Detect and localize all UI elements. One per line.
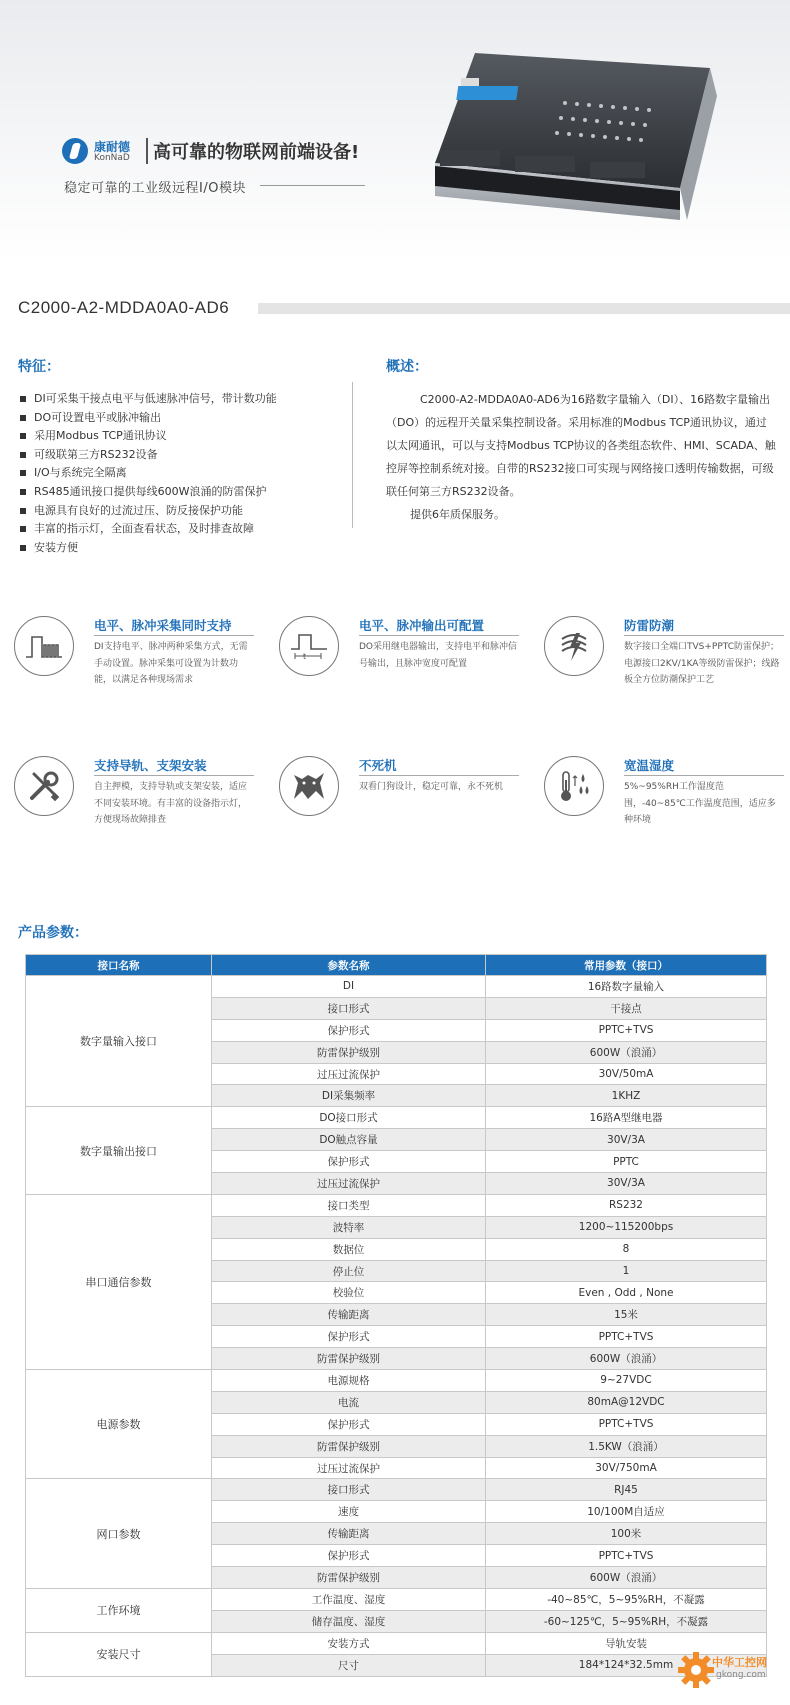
lightning-icon — [544, 616, 604, 676]
param-name-cell: 尺寸 — [212, 1654, 486, 1676]
table-row — [26, 1107, 767, 1129]
group-name-cell: 工作环境 — [26, 1588, 212, 1632]
section-divider — [352, 382, 353, 528]
konnad-logo-icon — [62, 138, 88, 164]
feature-item: RS485通讯接口提供每线600W浪涌的防雷保护 — [20, 483, 350, 502]
group-name-cell: 数字量输入接口 — [26, 976, 212, 1107]
param-name-cell: 过压过流保护 — [212, 1173, 486, 1195]
table-row — [26, 1632, 767, 1654]
param-value-cell: 1.5KW（浪涌） — [486, 1435, 767, 1457]
feature-item: DO可设置电平或脉冲输出 — [20, 409, 350, 428]
feature-block-desc: 5%~95%RH工作湿度范围，-40~85℃工作温度范围，适应多种环境 — [624, 782, 776, 825]
slogan: 高可靠的物联网前端设备! — [153, 142, 360, 163]
feature-item: 安装方便 — [20, 539, 350, 558]
logo-en-text: KonNaD — [94, 153, 130, 163]
warranty-text: 提供6年质保服务。 — [410, 508, 505, 521]
column-header: 接口名称 — [26, 955, 212, 976]
tools-icon — [14, 756, 74, 816]
thermometer-icon — [544, 756, 604, 816]
feature-block-title: 电平、脉冲采集同时支持 — [94, 618, 232, 633]
feature-block-rule — [624, 775, 784, 776]
overview-text — [386, 388, 776, 503]
param-name-cell: 接口类型 — [212, 1194, 486, 1216]
watermark-url: gkong.com — [716, 1670, 766, 1680]
device-image — [425, 38, 725, 238]
param-name-cell: 数据位 — [212, 1238, 486, 1260]
feature-block — [14, 756, 254, 846]
group-name-cell: 电源参数 — [26, 1370, 212, 1479]
group-name-cell: 安装尺寸 — [26, 1632, 212, 1676]
group-name-cell: 数字量输出接口 — [26, 1107, 212, 1195]
watermark-text: 中华工控网 — [712, 1656, 767, 1669]
param-value-cell: 16路A型继电器 — [486, 1107, 767, 1129]
feature-block-title: 支持导轨、支架安装 — [94, 758, 207, 773]
model-title-bar — [258, 303, 790, 314]
feature-block-rule — [94, 775, 254, 776]
param-name-cell: 防雷保护级别 — [212, 1435, 486, 1457]
param-name-cell: 接口形式 — [212, 1479, 486, 1501]
param-value-cell: 1200~115200bps — [486, 1216, 767, 1238]
param-value-cell: PPTC+TVS — [486, 1413, 767, 1435]
column-header: 参数名称 — [212, 955, 486, 976]
param-value-cell: RS232 — [486, 1194, 767, 1216]
feature-block-title: 防雷防潮 — [624, 618, 675, 633]
param-name-cell: 速度 — [212, 1501, 486, 1523]
feature-block-rule — [359, 635, 519, 636]
hero-banner — [0, 0, 790, 260]
param-value-cell: 15米 — [486, 1304, 767, 1326]
table-row — [26, 976, 767, 998]
group-name-cell: 网口参数 — [26, 1479, 212, 1588]
param-value-cell: 1 — [486, 1260, 767, 1282]
param-value-cell: 1KHZ — [486, 1085, 767, 1107]
feature-block — [544, 616, 784, 706]
param-value-cell: 10/100M自适应 — [486, 1501, 767, 1523]
table-row — [26, 1588, 767, 1610]
features-list — [20, 390, 350, 557]
overview-heading: 概述： — [386, 359, 428, 375]
param-name-cell: 传输距离 — [212, 1304, 486, 1326]
param-value-cell: 184*124*32.5mm — [486, 1654, 767, 1676]
param-name-cell: 安装方式 — [212, 1632, 486, 1654]
param-name-cell: 防雷保护级别 — [212, 1348, 486, 1370]
param-value-cell: 30V/3A — [486, 1129, 767, 1151]
param-value-cell: PPTC — [486, 1151, 767, 1173]
param-value-cell: 30V/750mA — [486, 1457, 767, 1479]
group-name-cell: 串口通信参数 — [26, 1194, 212, 1369]
feature-item: DI可采集干接点电平与低速脉冲信号，带计数功能 — [20, 390, 350, 409]
svg-text:t: t — [303, 652, 307, 661]
param-value-cell: 30V/50mA — [486, 1063, 767, 1085]
feature-block-title: 不死机 — [359, 758, 397, 773]
feature-item: 丰富的指示灯，全面查看状态，及时排查故障 — [20, 520, 350, 539]
feature-block — [279, 756, 519, 846]
param-value-cell: -60~125℃，5~95%RH，不凝露 — [486, 1610, 767, 1632]
param-value-cell: 导轨安装 — [486, 1632, 767, 1654]
param-name-cell: 波特率 — [212, 1216, 486, 1238]
param-name-cell: 停止位 — [212, 1260, 486, 1282]
table-row — [26, 1479, 767, 1501]
feature-block-rule — [359, 775, 519, 776]
param-name-cell: DI — [212, 976, 486, 998]
table-row — [26, 1370, 767, 1392]
feature-item: 可级联第三方RS232设备 — [20, 446, 350, 465]
params-table — [25, 954, 767, 1677]
param-value-cell: 9~27VDC — [486, 1370, 767, 1392]
feature-block — [14, 616, 254, 706]
param-name-cell: 防雷保护级别 — [212, 1041, 486, 1063]
feature-block-desc: DO采用继电器输出，支持电平和脉冲信号输出，且脉冲宽度可配置 — [359, 642, 518, 669]
param-name-cell: 过压过流保护 — [212, 1063, 486, 1085]
param-value-cell: Even , Odd , None — [486, 1282, 767, 1304]
feature-block-desc: 双看门狗设计，稳定可靠，永不死机 — [359, 782, 504, 792]
param-value-cell: 30V/3A — [486, 1173, 767, 1195]
feature-block — [544, 756, 784, 846]
param-name-cell: 工作温度、湿度 — [212, 1588, 486, 1610]
param-name-cell: 传输距离 — [212, 1523, 486, 1545]
feature-block-title: 电平、脉冲输出可配置 — [359, 618, 485, 633]
feature-block-desc: 自主押模，支持导轨或支架安装，适应不同安装环境。有丰富的设备指示灯，方便现场故障排查 — [94, 782, 248, 825]
params-heading: 产品参数： — [18, 925, 88, 941]
features-heading: 特征： — [18, 359, 60, 375]
feature-item: I/O与系统完全隔离 — [20, 464, 350, 483]
param-name-cell: 过压过流保护 — [212, 1457, 486, 1479]
param-name-cell: DO触点容量 — [212, 1129, 486, 1151]
param-name-cell: DI采集频率 — [212, 1085, 486, 1107]
param-value-cell: 干接点 — [486, 997, 767, 1019]
overview-paragraph: C2000-A2-MDDA0A0-AD6为16路数字量输入（DI）、16路数字量输出（DO）的远程开关量采集控制设备。采用标准的Modbus TCP通讯协议，通过以太网通讯，可以与支持Modbus TCP协议的各类组态软件、HMI、SCADA、触控屏等控制系统对接。自带的RS232接口可实现与网络接口透明传输数据，可级联任何第三方RS232设备。 — [386, 393, 776, 498]
feature-block-desc: 数字接口全端口TVS+PPTC防雷保护；电源接口2KV/1KA等级防雷保护；线路板全方位防潮保护工艺 — [624, 642, 780, 685]
param-name-cell: 电流 — [212, 1391, 486, 1413]
param-value-cell: 600W（浪涌） — [486, 1567, 767, 1589]
param-value-cell: PPTC+TVS — [486, 1326, 767, 1348]
feature-block-rule — [624, 635, 784, 636]
feature-block-rule — [94, 635, 254, 636]
param-value-cell: 16路数字量输入 — [486, 976, 767, 998]
param-value-cell: RJ45 — [486, 1479, 767, 1501]
param-name-cell: 电源规格 — [212, 1370, 486, 1392]
param-name-cell: DO接口形式 — [212, 1107, 486, 1129]
param-value-cell: -40~85℃，5~95%RH，不凝露 — [486, 1588, 767, 1610]
param-value-cell: 80mA@12VDC — [486, 1391, 767, 1413]
params-table-body — [26, 976, 767, 1677]
param-value-cell: 600W（浪涌） — [486, 1041, 767, 1063]
param-value-cell: 600W（浪涌） — [486, 1348, 767, 1370]
param-value-cell: 8 — [486, 1238, 767, 1260]
feature-item: 采用Modbus TCP通讯协议 — [20, 427, 350, 446]
column-header: 常用参数（接口） — [486, 955, 767, 976]
param-name-cell: 接口形式 — [212, 997, 486, 1019]
sub-slogan: 稳定可靠的工业级远程I/O模块 — [64, 181, 246, 196]
pulse-output-icon — [279, 616, 339, 676]
table-row — [26, 1194, 767, 1216]
feature-item: 电源具有良好的过流过压、防反接保护功能 — [20, 502, 350, 521]
param-value-cell: 100米 — [486, 1523, 767, 1545]
param-value-cell: PPTC+TVS — [486, 1019, 767, 1041]
param-name-cell: 储存温度、湿度 — [212, 1610, 486, 1632]
sub-slogan-line — [260, 185, 365, 186]
param-name-cell: 保护形式 — [212, 1151, 486, 1173]
param-name-cell: 保护形式 — [212, 1545, 486, 1567]
logo-cn-text: 康耐德 — [94, 140, 131, 154]
feature-block — [279, 616, 519, 706]
table-header-row — [26, 955, 767, 976]
feature-block-desc: DI支持电平、脉冲两种采集方式，无需手动设置。脉冲采集可设置为计数功能，以满足各种现场需求 — [94, 642, 248, 685]
gear-icon — [676, 1650, 716, 1690]
param-name-cell: 校验位 — [212, 1282, 486, 1304]
model-title: C2000-A2-MDDA0A0-AD6 — [18, 298, 230, 317]
watchdog-icon — [279, 756, 339, 816]
param-name-cell: 保护形式 — [212, 1413, 486, 1435]
param-name-cell: 保护形式 — [212, 1019, 486, 1041]
logo-divider — [146, 138, 148, 164]
param-name-cell: 防雷保护级别 — [212, 1567, 486, 1589]
param-name-cell: 保护形式 — [212, 1326, 486, 1348]
feature-block-title: 宽温湿度 — [624, 758, 675, 773]
param-value-cell: PPTC+TVS — [486, 1545, 767, 1567]
pulse-wave-icon — [14, 616, 74, 676]
